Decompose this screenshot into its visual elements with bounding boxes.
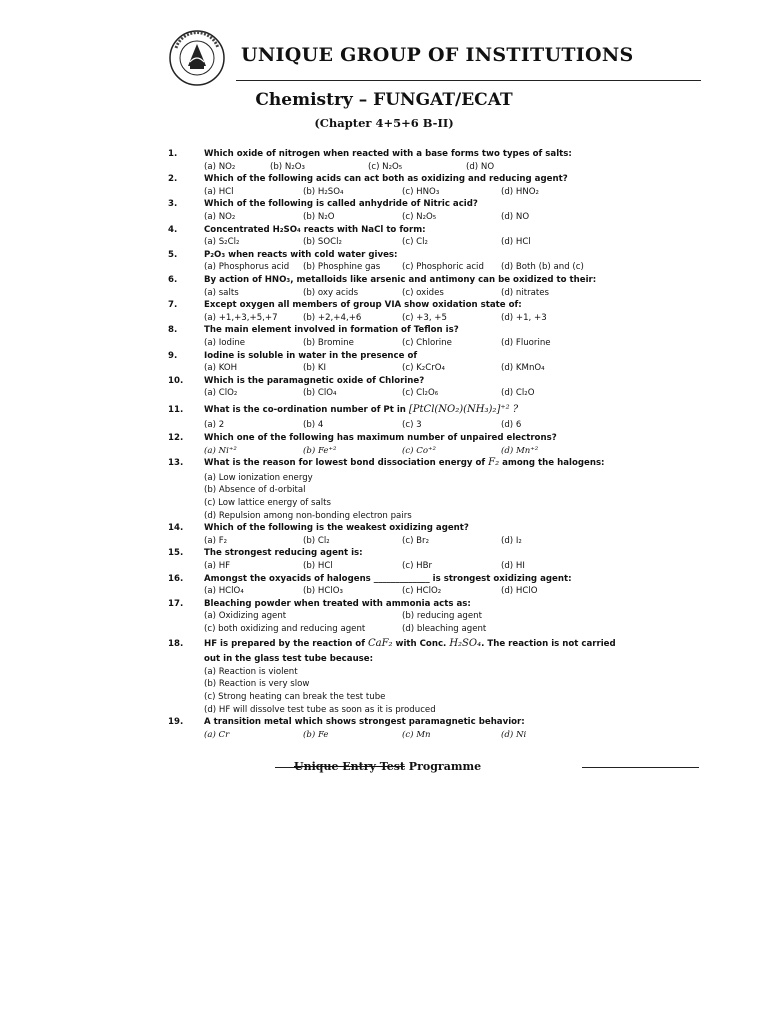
option: (a) Phosphorus acid xyxy=(204,262,290,273)
question-item xyxy=(168,573,728,598)
question-text: Bleaching powder when treated with ammonia acts as: xyxy=(204,598,471,609)
question-number: 19. xyxy=(168,717,184,728)
option: (d) NO xyxy=(466,161,495,172)
option: (d) HCl xyxy=(501,237,531,248)
option: (b) HCl xyxy=(303,561,333,571)
option: (b) Bromine xyxy=(303,337,354,348)
question-number: 14. xyxy=(168,523,184,534)
option: (d) Fluorine xyxy=(501,337,551,348)
option: (d) nitrates xyxy=(501,287,550,298)
option: (a) HF xyxy=(204,561,231,571)
question-number: 2. xyxy=(168,174,178,185)
subject-title: Chemistry – FUNGAT/ECAT xyxy=(255,90,513,110)
option: (d) Ni xyxy=(501,729,527,740)
option: (c) N₂O₅ xyxy=(368,161,403,172)
option: (d) HClO xyxy=(501,586,538,597)
question-text: A transition metal which shows strongest paramagnetic behavior: xyxy=(204,717,525,728)
option: (b) Fe xyxy=(303,729,329,740)
option: (a) Low ionization energy xyxy=(204,472,313,483)
chapter-subtitle: (Chapter 4+5+6 B-II) xyxy=(314,116,454,130)
question-item xyxy=(168,249,728,274)
option: (b) KI xyxy=(303,363,327,374)
option: (b) Cl₂ xyxy=(303,535,330,546)
option: (c) oxides xyxy=(402,287,444,298)
question-text-mid: with Conc. xyxy=(395,638,447,649)
question-item xyxy=(168,299,728,324)
question-item xyxy=(168,638,728,717)
option: (b) ClO₄ xyxy=(303,388,337,399)
option: (c) Br₂ xyxy=(402,535,430,546)
option: (b) HClO₃ xyxy=(303,586,343,597)
question-item xyxy=(168,350,728,375)
option: (b) H₂SO₄ xyxy=(303,186,344,197)
option: (d) Both (b) and (c) xyxy=(501,262,584,273)
option: (d) HF will dissolve test tube as soon as it is produced xyxy=(204,704,436,715)
question-number: 17. xyxy=(168,598,184,609)
question-text: Which is the paramagnetic oxide of Chlorine? xyxy=(204,375,425,386)
option: (d) HNO₂ xyxy=(501,186,539,197)
formula: [PtCl(NO₂)(NH₃)₂]⁺² ? xyxy=(408,403,519,415)
question-number: 13. xyxy=(168,458,184,469)
question-item xyxy=(168,274,728,299)
option: (a) F₂ xyxy=(204,535,228,546)
question-item xyxy=(168,324,728,349)
question-number: 4. xyxy=(168,224,178,235)
question-text: Which oxide of nitrogen when reacted with a base forms two types of salts: xyxy=(204,149,572,159)
formula: F₂ xyxy=(488,457,500,469)
question-text: Except oxygen all members of group VIA show oxidation state of: xyxy=(204,300,522,311)
option: (a) 2 xyxy=(204,420,225,431)
question-list xyxy=(168,148,728,741)
option: (d) Cl₂O xyxy=(501,388,535,399)
option: (a) Ni⁺² xyxy=(204,445,237,456)
formula: H₂SO₄ xyxy=(449,637,482,649)
option: (a) HCl xyxy=(204,186,234,197)
question-item xyxy=(168,375,728,400)
footer-divider xyxy=(582,767,699,768)
option: (d) 6 xyxy=(501,420,522,431)
option: (b) reducing agent xyxy=(402,611,482,622)
option: (c) K₂CrO₄ xyxy=(402,363,445,374)
question-number: 12. xyxy=(168,433,184,444)
question-item xyxy=(168,198,728,223)
option: (d) HI xyxy=(501,561,525,571)
question-number: 18. xyxy=(168,638,184,649)
option: (c) HBr xyxy=(402,561,433,571)
question-number: 15. xyxy=(168,548,184,559)
option: (d) I₂ xyxy=(501,535,522,546)
question-number: 5. xyxy=(168,249,178,260)
question-text: Which of the following is called anhydride of Nitric acid? xyxy=(204,199,478,210)
question-number: 9. xyxy=(168,350,178,361)
option: (b) N₂O xyxy=(303,211,335,222)
option: (c) 3 xyxy=(402,420,422,431)
option: (a) salts xyxy=(204,287,239,298)
question-text: Which of the following is the weakest oxidizing agent? xyxy=(204,523,469,534)
option: (a) KOH xyxy=(204,363,238,374)
question-item xyxy=(168,148,728,173)
question-text: Iodine is soluble in water in the presence of xyxy=(204,350,418,361)
institution-title: UNIQUE GROUP OF INSTITUTIONS xyxy=(241,44,634,66)
question-number: 1. xyxy=(168,149,178,159)
question-text: By action of HNO₃, metalloids like arsenic and antimony can be oxidized to their: xyxy=(204,274,597,285)
question-text: The main element involved in formation of Teflon is? xyxy=(204,325,459,336)
question-text: P₂O₃ when reacts with cold water gives: xyxy=(204,249,398,260)
footer-strike-text: Unique Entry Test xyxy=(294,760,405,773)
option: (b) Fe⁺² xyxy=(303,445,337,456)
option: (c) both oxidizing and reducing agent xyxy=(204,623,366,634)
question-number: 16. xyxy=(168,573,184,584)
option: (d) Repulsion among non-bonding electron pairs xyxy=(204,510,412,521)
question-text-line2: out in the glass test tube because: xyxy=(204,654,374,665)
option: (a) Reaction is violent xyxy=(204,666,298,677)
option: (b) SOCl₂ xyxy=(303,237,342,248)
option: (c) Phosphoric acid xyxy=(402,262,484,273)
footer-text xyxy=(294,760,481,773)
option: (c) Strong heating can break the test tube xyxy=(204,691,386,702)
option: (c) Cl₂O₆ xyxy=(402,388,439,399)
option: (a) +1,+3,+5,+7 xyxy=(204,312,278,323)
option: (c) Co⁺² xyxy=(402,445,436,456)
question-text: Which one of the following has maximum number of unpaired electrons? xyxy=(204,433,557,444)
option: (b) +2,+4,+6 xyxy=(303,312,362,323)
header-divider xyxy=(236,80,701,81)
question-text: Which of the following acids can act both as oxidizing and reducing agent? xyxy=(204,174,568,185)
question-text: Amongst the oxyacids of halogens _____________ is strongest oxidizing agent: xyxy=(204,573,572,584)
option: (d) +1, +3 xyxy=(501,312,547,323)
option: (b) 4 xyxy=(303,420,324,431)
question-number: 10. xyxy=(168,375,184,386)
option: (b) N₂O₃ xyxy=(270,161,305,172)
option: (b) Phosphine gas xyxy=(303,262,381,273)
option: (c) N₂O₅ xyxy=(402,211,437,222)
option: (d) bleaching agent xyxy=(402,623,487,634)
option: (c) +3, +5 xyxy=(402,312,447,323)
option: (d) NO xyxy=(501,211,530,222)
question-item xyxy=(168,457,728,522)
option: (c) Cl₂ xyxy=(402,237,428,248)
question-item xyxy=(168,716,728,741)
option: (c) HNO₃ xyxy=(402,186,440,197)
question-item xyxy=(168,432,728,457)
option: (c) Low lattice energy of salts xyxy=(204,498,332,509)
option: (c) Mn xyxy=(402,729,431,740)
question-number: 11. xyxy=(168,404,184,415)
question-item xyxy=(168,173,728,198)
question-number: 8. xyxy=(168,325,178,336)
institution-logo xyxy=(168,26,226,90)
option: (b) oxy acids xyxy=(303,287,359,298)
option: (a) NO₂ xyxy=(204,161,236,172)
option: (c) HClO₂ xyxy=(402,586,442,597)
question-text: Concentrated H₂SO₄ reacts with NaCl to form: xyxy=(204,224,426,235)
question-text: What is the reason for lowest bond dissociation energy of xyxy=(204,458,486,469)
formula: CaF₂ xyxy=(367,637,393,649)
question-number: 6. xyxy=(168,274,178,285)
question-text-continued: among the halogens: xyxy=(502,458,605,469)
question-item xyxy=(168,547,728,572)
question-text: The strongest reducing agent is: xyxy=(204,548,363,559)
option: (a) HClO₄ xyxy=(204,586,244,597)
option: (b) Reaction is very slow xyxy=(204,679,310,690)
question-text: HF is prepared by the reaction of xyxy=(204,638,365,649)
option: (a) NO₂ xyxy=(204,211,236,222)
option: (d) Mn⁺² xyxy=(501,445,539,456)
option: (d) KMnO₄ xyxy=(501,363,545,374)
question-text: What is the co-ordination number of Pt in xyxy=(204,404,406,415)
option: (a) Cr xyxy=(204,729,230,740)
option: (c) Chlorine xyxy=(402,337,452,348)
option: (a) ClO₂ xyxy=(204,388,238,399)
footer-rest-text: Programme xyxy=(404,760,482,773)
question-item xyxy=(168,598,728,636)
question-item xyxy=(168,522,728,547)
question-item xyxy=(168,224,728,249)
question-number: 3. xyxy=(168,199,178,210)
option: (a) S₂Cl₂ xyxy=(204,237,240,248)
option: (b) Absence of d-orbital xyxy=(204,485,306,496)
question-number: 7. xyxy=(168,300,178,311)
option: (a) Oxidizing agent xyxy=(204,611,287,622)
question-text-continued: . The reaction is not carried xyxy=(481,638,616,649)
question-item xyxy=(168,404,728,432)
option: (a) Iodine xyxy=(204,337,246,348)
